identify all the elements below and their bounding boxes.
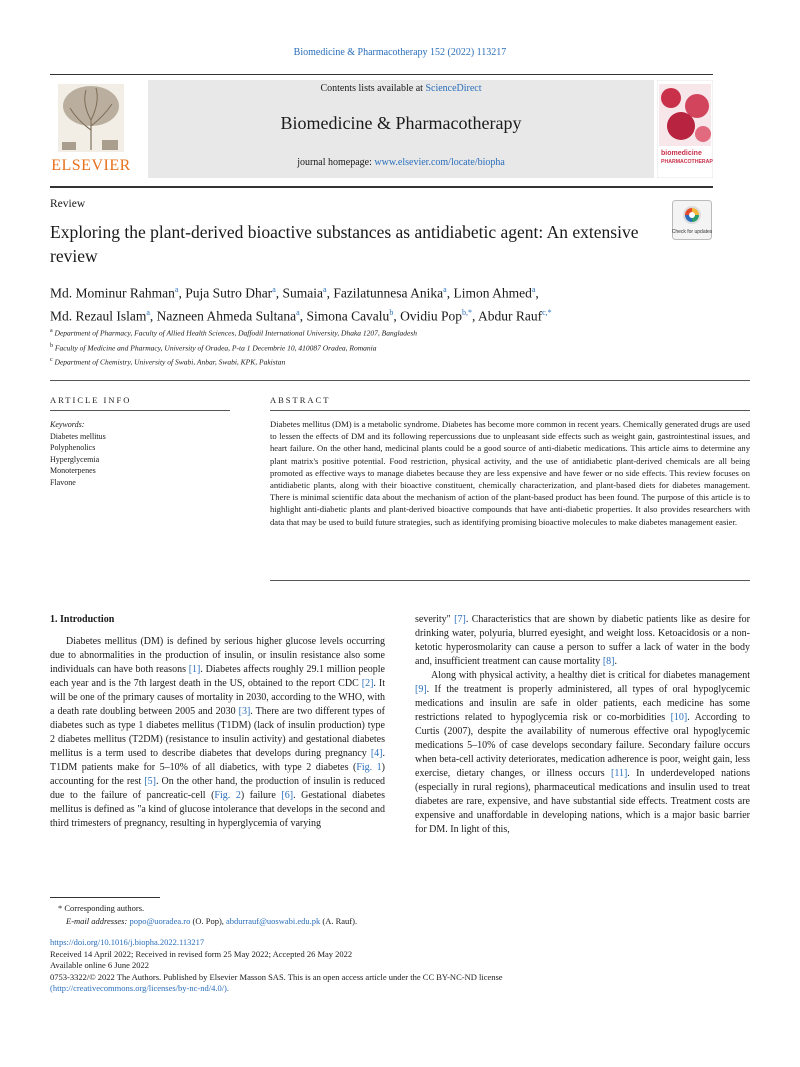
header-rule <box>50 74 713 75</box>
journal-reference[interactable]: Biomedicine & Pharmacotherapy 152 (2022) 113217 <box>293 47 507 58</box>
available-online-date: Available online 6 June 2022 <box>50 960 149 970</box>
paragraph-text: . Diabetes affects roughly 29.1 million people each year and is the 7th largest death in the US, obtained to the report CDC <box>50 664 385 689</box>
article-info-divider <box>50 410 230 411</box>
email-line <box>50 915 750 928</box>
author-affiliation-mark[interactable]: c,* <box>542 307 552 317</box>
check-for-updates-badge[interactable] <box>672 200 712 240</box>
author-name: Sumaia <box>282 285 323 301</box>
body-column-right <box>415 613 750 837</box>
article-metadata-block <box>50 937 750 995</box>
affiliation-mark: a <box>50 328 53 334</box>
author-line-1: Md. Mominur Rahman$^a$, Puja Sutro Dhar$^a$, Sumaia$^a$, Fazilatunnesa Anika$^a$, Limon Ahmed$^a$, <box>50 285 539 301</box>
author-affiliation-mark[interactable]: a <box>443 285 447 294</box>
keyword-item: Polyphenolics <box>50 443 96 452</box>
paragraph <box>50 635 385 831</box>
affiliation-divider <box>50 380 750 381</box>
section-heading-introduction: 1. Introduction <box>50 614 115 625</box>
author-line-2: Md. Rezaul Islam$^a$, Nazneen Ahmeda Sultana$^a$, Simona Cavalu$^b$, Ovidiu Pop$^{b,*}$, Abdur Rauf$^{c,*}$ <box>50 307 552 323</box>
affiliation-mark: c <box>50 357 53 363</box>
contents-line <box>148 83 654 94</box>
citation-link[interactable]: Fig. 1 <box>356 762 382 773</box>
elsevier-wordmark: ELSEVIER <box>52 157 130 174</box>
keywords-label: Keywords: <box>50 420 85 429</box>
author-affiliation-mark[interactable]: b,* <box>461 307 472 317</box>
homepage-line <box>148 157 654 168</box>
license-statement: 0753-3322/© 2022 The Authors. Published by Elsevier Masson SAS. This is an open access article under the CC BY-NC-ND license <box>50 971 503 982</box>
author-affiliation-mark[interactable]: a <box>146 307 150 317</box>
author-list <box>50 280 700 325</box>
abstract-text: Diabetes mellitus (DM) is a metabolic syndrome. Diabetes has become more common in recent years. Chemically generated drugs are used to lessen the effects of DM and its following repercussions due to unpleasant side effects such as weight gain, gastrointestinal issues, and heart failure. On the other hand, medicinal plants could be a good source of anti-diabetic medications. This article aims to determine any plant matrix's positive potential. Food restriction, physical activity, and the use of antidiabetic plant-derived chemicals are all being promoted as effective ways to manage diabetes because they are less expensive and have fewer or no side effects. This review focuses on antidiabetic plants, along with their bioactive constituent, chemically characterization, and plant-based diets for diabetes management. There is minimal scientific data about the mechanism of action of the plant-based product has been found. The purpose of this article is to highlight anti-diabetic plants and plant-derived bioactive compounds that have anti-diabetic properties. It also provides researchers with data that may be used to build future strategies, such as identifying promising bioactive molecules to make diabetes management easier. <box>270 419 750 527</box>
author-name: Puja Sutro Dhar <box>185 285 273 301</box>
paragraph-text: . According to Curtis (2007), despite the availability of numerous effective oral hypoglycemic medications 5–10% of case develops secondary failure. Secondary failure occurs when beta-cell activity deteriorates, medication adherence is poor, weight gain, less exercise, dietary changes, or illness occurs <box>415 712 750 779</box>
contents-prefix: Contents lists available at <box>320 83 426 94</box>
cover-title-2: PHARMACOTHERAPY <box>661 159 713 165</box>
citation-link[interactable]: [6] <box>281 790 294 801</box>
affiliation-list <box>50 325 750 369</box>
affiliation-item <box>50 340 750 355</box>
body-column-left <box>50 613 385 831</box>
email-link-rauf[interactable]: abdurrauf@uoswabi.edu.pk <box>226 915 321 926</box>
paragraph-text: . On the other hand, the production of insulin is reduced due to the failure of pancreatic-cell ( <box>50 776 386 801</box>
affiliation-mark: b <box>50 342 53 349</box>
abstract-heading: ABSTRACT <box>270 395 331 405</box>
paragraph-text: . In underdeveloped nations (especially in rural regions), pharmaceutical medications and insulin used to treat diabetes are rare, expensive, and have substantial side effects. Treatment costs are expensive and unaffordable in developing nations, which is a major basic barrier for DM. In light of this, <box>415 768 750 835</box>
journal-cover-thumbnail <box>657 80 713 178</box>
paragraph-text: . If the treatment is properly administered, all types of oral hypoglycemic medications and insulin are safe in older patients, each medicine has some restrictions related to hypoglycemia risk or co-morbidities <box>415 684 750 723</box>
affiliation-text: Department of Pharmacy, Faculty of Allied Health Sciences, Daffodil International University, Dhaka 1207, Bangladesh <box>52 328 418 338</box>
paragraph-text: ) failure <box>240 790 282 801</box>
paragraph-text: . T1DM patients make for 5–10% of all diabetics, with type 2 diabetes ( <box>50 748 385 773</box>
article-type: Review <box>50 198 86 210</box>
author-affiliation-mark[interactable]: a <box>323 285 327 294</box>
paragraph-text: Diabetes mellitus (DM) is defined by serious higher glucose levels occurring due to abnormalities in the production of insulin, or insulin resistance also some individuals can have both reasons <box>50 636 385 675</box>
keyword-item: Flavone <box>50 477 76 487</box>
keyword-item: Monoterpenes <box>50 466 96 475</box>
paragraph <box>415 669 750 837</box>
corresponding-footnote <box>50 902 750 927</box>
affiliation-item <box>50 325 750 340</box>
citation-link[interactable]: [1] <box>188 664 201 675</box>
abstract-divider <box>270 410 750 411</box>
homepage-link[interactable]: www.elsevier.com/locate/biopha <box>374 157 505 168</box>
author-name: Limon Ahmed <box>453 285 532 301</box>
paragraph <box>415 613 750 669</box>
paragraph-text: . <box>614 656 617 667</box>
journal-title: Biomedicine & Pharmacotherapy <box>280 113 522 133</box>
citation-link[interactable]: [3] <box>238 706 251 717</box>
paragraph-text: . It will be one of the primary causes of mortality in 2030, according to the WHO, with a death rate doubling between 2005 and 2030 <box>50 678 386 717</box>
paragraph-text: Along with physical activity, a healthy diet is critical for diabetes management <box>431 670 750 681</box>
author-affiliation-mark[interactable]: a <box>296 307 300 317</box>
check-updates-label: Check for updates <box>672 229 712 235</box>
affiliation-item <box>50 354 750 369</box>
author-affiliation-mark[interactable]: a <box>272 285 276 294</box>
paragraph-text: ) accounting for the rest <box>50 762 385 787</box>
email-owner-pop: (O. Pop), <box>190 915 227 926</box>
cover-title-1: biomedicine <box>661 150 702 157</box>
paragraph-text: severity" <box>415 614 455 625</box>
citation-link[interactable]: [11] <box>610 768 628 779</box>
citation-link[interactable]: [5] <box>144 776 156 787</box>
author-name: Abdur Rauf <box>477 308 543 323</box>
author-affiliation-mark[interactable]: b <box>389 307 394 317</box>
license-link[interactable]: (http://creativecommons.org/licenses/by-nc-nd/4.0/). <box>50 983 230 993</box>
affiliation-text: Faculty of Medicine and Pharmacy, University of Oradea, P-ta 1 Decembrie 10, 410087 Oradea, Romania <box>53 343 377 352</box>
article-info-heading: ARTICLE INFO <box>50 395 132 405</box>
author-name: Md. Mominur Rahman <box>50 285 175 301</box>
author-name: Simona Cavalu <box>306 308 390 323</box>
paragraph-text: . Gestational diabetes mellitus is defined as "a kind of glucose intolerance that develops in the second and third trimesters of pregnancy, resulting in hyperglycemia of varying <box>50 790 385 829</box>
citation-link[interactable]: [8] <box>602 656 615 667</box>
citation-link[interactable]: [9] <box>415 684 427 695</box>
homepage-prefix: journal homepage: <box>297 157 375 168</box>
email-link-pop[interactable]: popo@uoradea.ro <box>129 915 191 926</box>
citation-link[interactable]: [7] <box>454 614 466 625</box>
keywords-block <box>50 419 230 488</box>
sciencedirect-link[interactable]: ScienceDirect <box>425 83 482 94</box>
citation-link[interactable]: [4] <box>370 748 383 759</box>
keyword-list <box>50 431 230 489</box>
paragraph-text: . Characteristics that are shown by diabetic patients like as desire for drinking water, polyuria, blurred eyesight, and weight loss. Ketoacidosis or a non-ketotic hyperosmolarity can cause a person to suffer a lack of water in the body and, insufficient treatment can cause mortality <box>415 614 750 667</box>
citation-link[interactable]: [2] <box>361 678 374 689</box>
author-affiliation-mark[interactable]: a <box>531 285 536 294</box>
elsevier-logo <box>52 80 130 176</box>
header-rule-bottom <box>50 186 713 188</box>
keyword-item: Diabetes mellitus <box>50 431 106 441</box>
citation-link[interactable]: Fig. 2 <box>214 790 241 801</box>
article-title: Exploring the plant-derived bioactive substances as antidiabetic agent: An extensive review <box>50 222 639 266</box>
author-name: Md. Rezaul Islam <box>50 308 147 323</box>
corresponding-authors-note: * Corresponding authors. <box>58 903 145 913</box>
received-dates: Received 14 April 2022; Received in revised form 25 May 2022; Accepted 26 May 2022 <box>50 948 353 959</box>
abstract-divider-bottom <box>270 580 750 581</box>
citation-link[interactable]: [10] <box>670 712 688 723</box>
affiliation-text: Department of Chemistry, University of Swabi, Anbar, Swabi, KPK, Pakistan <box>52 357 286 367</box>
author-name: Ovidiu Pop <box>400 308 462 323</box>
author-affiliation-mark[interactable]: a <box>174 285 179 294</box>
author-name: Fazilatunnesa Anika <box>333 285 444 301</box>
author-name: Nazneen Ahmeda Sultana <box>156 308 297 323</box>
paragraph-text: . There are two different types of diabetes such as type 1 diabetes mellitus (T1DM) (lack of insulin production) type 2 diabetes mellitus (T2DM) (resistance to insulin activity) and gestational diabetes mellitus is a term used to describe diabetes that develops during pregnancy <box>50 706 385 759</box>
doi-link[interactable]: https://doi.org/10.1016/j.biopha.2022.113217 <box>50 937 205 947</box>
email-owner-rauf: (A. Rauf). <box>320 915 358 926</box>
footnote-rule <box>50 897 160 898</box>
email-label: E-mail addresses: <box>66 915 130 926</box>
keyword-item: Hyperglycemia <box>50 454 100 464</box>
